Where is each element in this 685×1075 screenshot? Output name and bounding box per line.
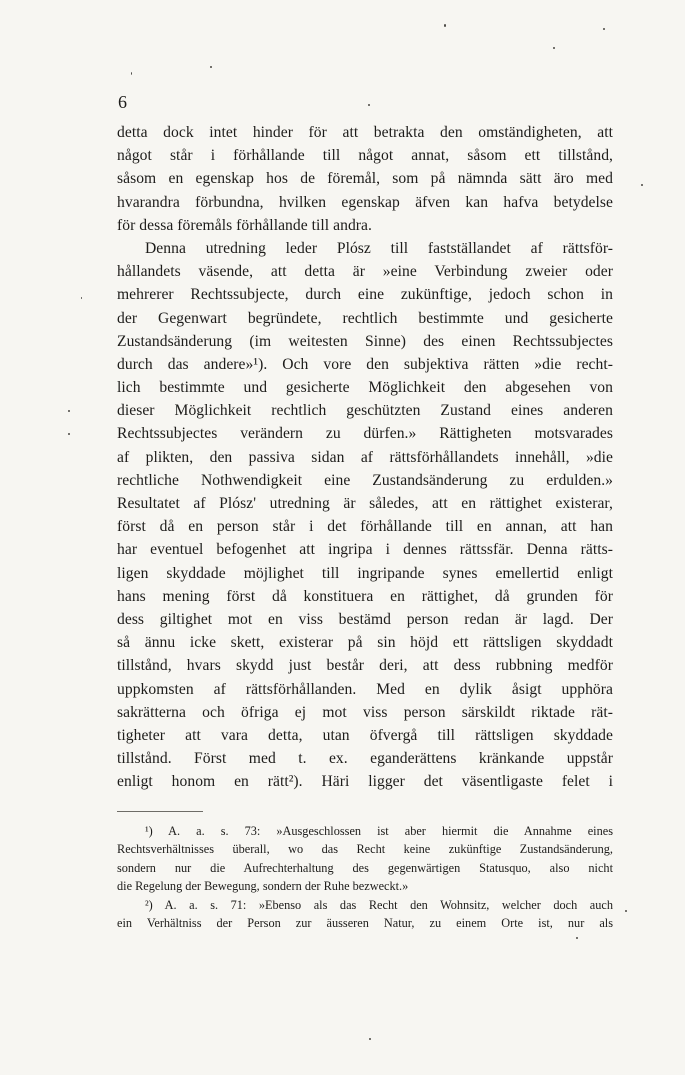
text-line: detta dock intet hinder för att betrakta den omständigheten, att (117, 124, 613, 141)
text-line: tigheter att vara detta, utan öfvergå till rättsligen skyddade (117, 726, 613, 744)
paper-speck (81, 297, 82, 299)
paper-speck (68, 433, 70, 435)
footnotes (117, 822, 613, 932)
footnote-line: ¹) A. a. s. 73: »Ausgeschlossen ist aber hiermit die Annahme eines (145, 824, 613, 838)
text-line: dess giltighet mot en viss bestämd person redan är lagd. Der (117, 610, 613, 628)
paper-speck (131, 72, 132, 75)
text-line: har eventuel befogenhet att ingripa i dennes rättssfär. Denna rätts- (117, 541, 613, 559)
text-line: uppkomsten af rättsförhållanden. Med en dylik åsigt upphöra (117, 680, 613, 698)
text-line: något står i förhållande till något annat, såsom ett tillstånd, (117, 147, 613, 165)
text-line: enligt honom en rätt²). Häri ligger det väsentligaste felet i (117, 773, 613, 791)
text-line: hvarandra förbundna, hvilken egenskap äfven kan hafva betydelse (117, 193, 613, 211)
text-line: så ännu icke skett, existerar på sin höjd ett rättsligen skyddadt (117, 634, 613, 652)
paper-speck (368, 104, 370, 106)
paper-speck (210, 66, 212, 68)
footnote-line: sondern nur die Aufrechterhaltung des gegenwärtigen Statusquo, also nicht (117, 860, 613, 875)
text-line: Resultatet af Plósz' utredning är således, att en rättighet existerar, (117, 495, 613, 512)
text-line: för dessa föremåls förhållande till andra. (117, 216, 372, 234)
paper-speck (641, 184, 643, 186)
text-line: durch das andere»¹). Och vore den subjektiva rätten »die recht- (117, 355, 613, 373)
paper-speck (444, 24, 446, 27)
paper-speck (68, 410, 70, 412)
paper-speck (553, 47, 555, 49)
text-line: Denna utredning leder Plósz till fastställandet af rättsför- (145, 239, 613, 257)
paper-speck (369, 1038, 371, 1040)
footnote-line: die Regelung der Bewegung, sondern der Ruhe bezweckt.» (117, 879, 409, 894)
text-line: först då en person står i det förhållande till en annan, att han (117, 518, 613, 536)
text-line: såsom en egenskap hos de föremål, som på nämnda sätt äro med (117, 170, 613, 188)
text-line: sakrätterna och öfriga ej mot viss person särskildt riktade rät- (117, 703, 613, 721)
footnote-rule (117, 811, 203, 812)
text-line: ligen skyddade möjlighet till ingripande synes emellertid enligt (117, 564, 613, 582)
footnote-line: ein Verhältniss der Person zur äusseren Natur, zu einem Orte ist, nur als (117, 915, 613, 930)
paper-speck (576, 937, 578, 939)
text-line: Zustandsänderung (im weitesten Sinne) des einen Rechtssubjectes (117, 332, 613, 350)
text-line: der Gegenwart begründete, rechtlich bestimmte und gesicherte (117, 309, 613, 327)
page-number: 6 (118, 92, 127, 112)
footnote-line: ²) A. a. s. 71: »Ebenso als das Recht den Wohnsitz, welcher doch auch (145, 897, 613, 912)
text-line: tillstånd, hvars skydd just består deri, att dess rubbning medför (117, 657, 613, 675)
paper-speck (625, 910, 627, 912)
text-line: Rechtssubjectes verändern zu dürfen.» Rättigheten motsvarades (117, 425, 613, 443)
text-line: hållandets väsende, att detta är »eine Verbindung zweier oder (117, 263, 613, 281)
body-text (117, 121, 613, 793)
text-line: dieser Möglichkeit rechtlich geschützten Zustand eines anderen (117, 402, 613, 420)
text-line: rechtliche Nothwendigkeit eine Zustandsänderung zu erdulden.» (117, 471, 613, 489)
text-line: af plikten, den passiva sidan af rättsförhållandets innehåll, »die (117, 448, 613, 466)
text-line: lich bestimmte und gesicherte Möglichkeit den abgesehen von (117, 379, 613, 397)
text-line: tillstånd. Först med t. ex. eganderättens kränkande uppstår (117, 750, 613, 768)
paper-speck (603, 28, 605, 30)
footnote-line: Rechtsverhältnisses überall, wo das Recht keine zukünftige Zustandsänderung, (117, 842, 613, 857)
text-line: hans mening först då konstituera en rättighet, då grunden för (117, 587, 613, 605)
text-line: mehrerer Rechtssubjecte, durch eine zukünftige, jedoch schon in (117, 286, 613, 304)
